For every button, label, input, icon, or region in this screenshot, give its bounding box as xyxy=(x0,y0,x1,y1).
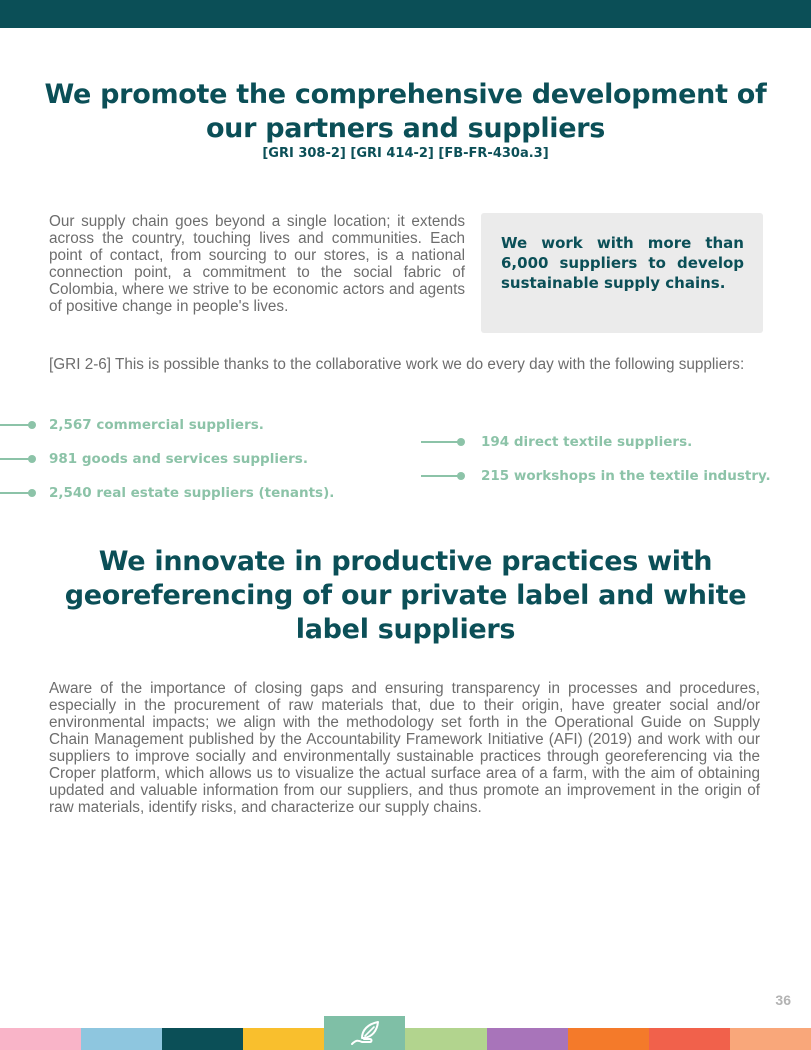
supplier-bullet-label: 2,567 commercial suppliers. xyxy=(49,417,264,433)
section-title: We innovate in productive practices with georeferencing of our private label and white label suppliers xyxy=(64,546,747,645)
color-segment xyxy=(243,1028,324,1050)
page-number: 36 xyxy=(775,992,791,1008)
hand-leaf-icon xyxy=(348,1018,382,1048)
suppliers-intro-paragraph: [GRI 2-6] This is possible thanks to the collaborative work we do every day with the following suppliers: xyxy=(49,356,745,373)
color-segment xyxy=(162,1028,243,1050)
georeferencing-paragraph: Aware of the importance of closing gaps and ensuring transparency in processes and procedures, especially in the procurement of raw materials that, due to their origin, have greater social and/or environmental impacts; we align with the methodology set forth in the Operational Guide on Supply Chain Management published by the Accountability Framework Initiative (AFI) (2019) and work with our suppliers to improve socially and environmentally sustainable practices through georeferencing via the Croper platform, which allows us to visualize the actual surface area of a farm, with the aim of obtaining updated and valuable information from our suppliers, and thus promote an improvement in the origin of raw materials, identify risks, and characterize our supply chains. xyxy=(49,680,760,816)
bullet-dot xyxy=(28,489,36,497)
color-segment xyxy=(0,1028,81,1050)
footer-logo-tab xyxy=(324,1016,405,1050)
color-segment xyxy=(649,1028,730,1050)
supplier-bullet xyxy=(421,433,791,451)
supplier-bullet-label: 194 direct textile suppliers. xyxy=(481,434,693,450)
bullet-dot xyxy=(28,455,36,463)
footer-color-bar xyxy=(0,1028,811,1050)
intro-paragraph: Our supply chain goes beyond a single location; it extends across the country, touching lives and communities. Each point of contact, from sourcing to our stores, is a national connection point, a commitment to the social fabric of Colombia, where we strive to be economic actors and agents of positive change in people's lives. xyxy=(49,213,465,315)
supplier-bullet xyxy=(0,484,400,502)
bullet-line xyxy=(421,475,461,477)
supplier-bullet-label: 981 goods and services suppliers. xyxy=(49,451,308,467)
bullet-dot xyxy=(28,421,36,429)
callout-text: We work with more than 6,000 suppliers to develop sustainable supply chains. xyxy=(501,234,744,292)
bullet-dot xyxy=(457,472,465,480)
supplier-bullet-label: 215 workshops in the textile industry. xyxy=(481,468,771,484)
top-header-bar xyxy=(0,0,811,28)
supplier-callout-box xyxy=(481,213,763,333)
color-segment xyxy=(730,1028,811,1050)
supplier-bullet xyxy=(421,467,791,485)
gri-references: [GRI 308-2] [GRI 414-2] [FB-FR-430a.3] xyxy=(262,146,549,161)
color-segment xyxy=(81,1028,162,1050)
supplier-bullet-label: 2,540 real estate suppliers (tenants). xyxy=(49,485,335,501)
supplier-bullet xyxy=(0,416,400,434)
color-segment xyxy=(487,1028,568,1050)
supplier-bullet xyxy=(0,450,400,468)
page-title: We promote the comprehensive development of our partners and suppliers xyxy=(44,79,767,144)
bullet-dot xyxy=(457,438,465,446)
bullet-line xyxy=(421,441,461,443)
color-segment xyxy=(405,1028,486,1050)
color-segment xyxy=(568,1028,649,1050)
